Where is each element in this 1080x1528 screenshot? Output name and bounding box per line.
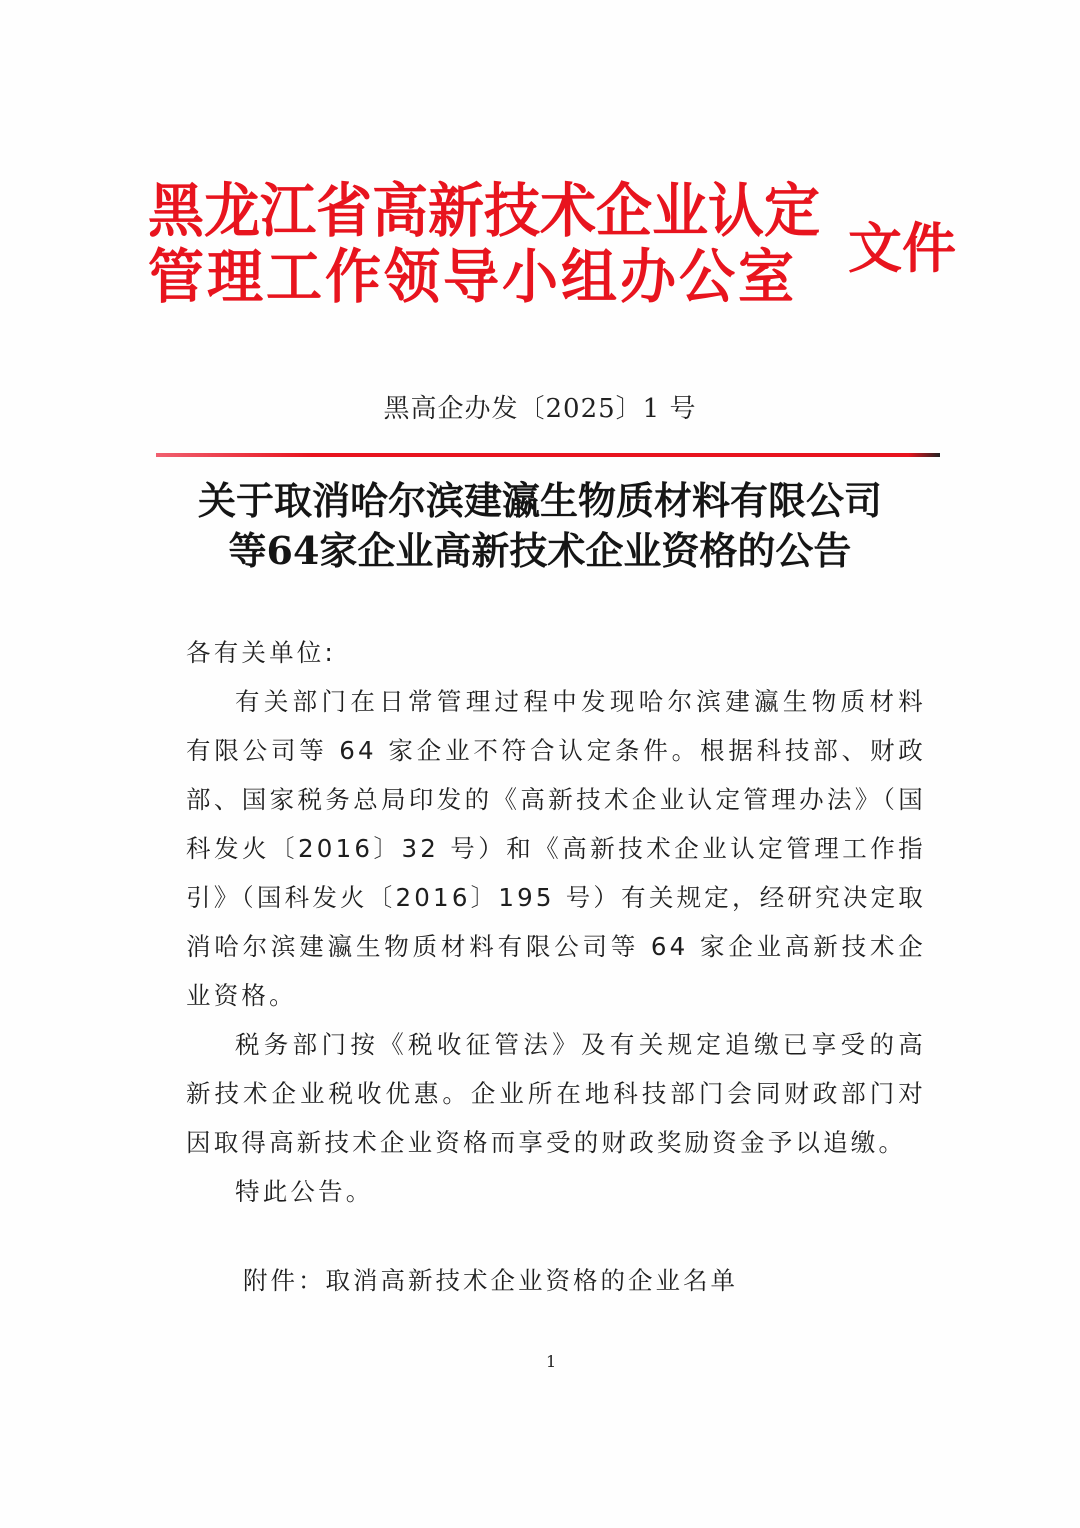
body-paragraph-closing: 特此公告。 xyxy=(235,1177,374,1206)
document-number: 黑高企办发〔2025〕1 号 xyxy=(383,394,697,424)
body-paragraph-1: 有关部门在日常管理过程中发现哈尔滨建瀛生物质材料有限公司等 64 家企业不符合认定条件。根据科技部、财政部、国家税务总局印发的《高新技术企业认定管理办法》（国科发火〔2016〕32 号）和《高新技术企业认定管理工作指引》（国科发火〔2016〕195 号）有关规定，经研究决定取消哈尔滨建瀛生物质材料有限公司等 64 家企业高新技术企业资格。 xyxy=(186,687,926,1010)
masthead-line-2: 管理工作领导小组办公室 xyxy=(148,242,797,312)
document-title xyxy=(0,476,1080,576)
page-number: 1 xyxy=(546,1352,557,1371)
attachment-note: 附件：取消高新技术企业资格的企业名单 xyxy=(243,1266,738,1295)
salutation: 各有关单位: xyxy=(186,638,336,667)
title-line-1: 关于取消哈尔滨建瀛生物质材料有限公司 xyxy=(197,478,882,523)
masthead-issuer xyxy=(148,178,820,310)
document-body xyxy=(186,628,926,1216)
body-paragraph-2: 税务部门按《税收征管法》及有关规定追缴已享受的高新技术企业税收优惠。企业所在地科技部门会同财政部门对因取得高新技术企业资格而享受的财政奖励资金予以追缴。 xyxy=(186,1030,926,1157)
masthead-line-1: 黑龙江省高新技术企业认定 xyxy=(148,176,820,246)
masthead xyxy=(148,178,956,310)
masthead-suffix: 文件 xyxy=(848,215,956,280)
red-divider xyxy=(156,453,940,457)
title-line-2: 等64家企业高新技术企业资格的公告 xyxy=(228,528,852,573)
